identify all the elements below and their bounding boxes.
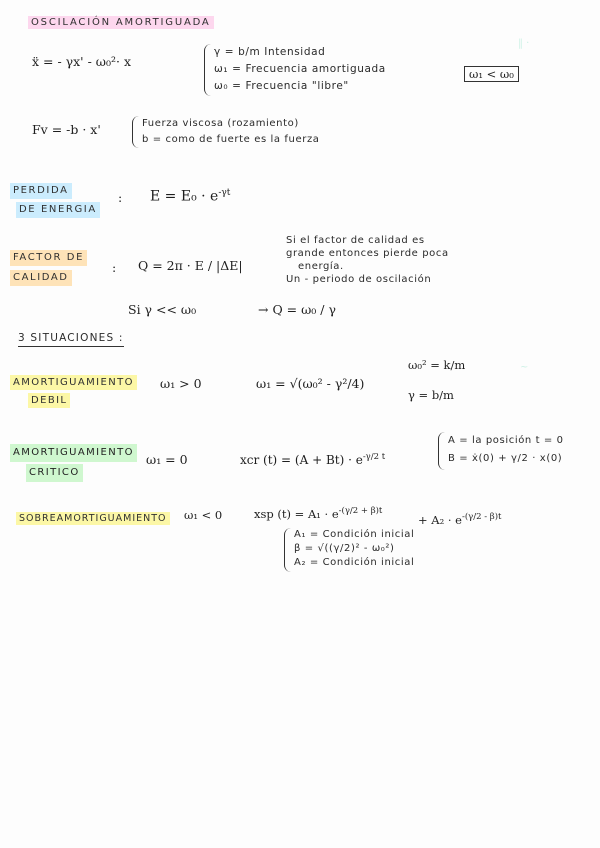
sobre-equation: xsp $(t) = A_1 \cdot e^{-(\gamma/2 + \beta)t}$	[254, 506, 383, 521]
calidad-result: → Q = ω₀ / γ	[258, 302, 336, 317]
brace-main	[204, 44, 211, 96]
force-definitions	[142, 116, 320, 148]
def-gamma-debil: γ = b/m	[408, 388, 454, 402]
debil-condition: ω₁ > 0	[160, 376, 202, 391]
def-omega0: ω₀ = Frecuencia "libre"	[214, 80, 349, 92]
debil-definitions	[408, 350, 465, 410]
critico-label: AMORTIGUAMIENTO CRITICO	[10, 442, 137, 482]
boxed-condition: ω₁ < ω₀	[464, 66, 519, 82]
force-equation: Fv = -b · x'	[32, 122, 101, 137]
def-A: A = la posición t = 0	[448, 435, 564, 446]
brace-sobre	[284, 528, 291, 572]
perdida-colon: :	[118, 190, 123, 205]
debil-label: AMORTIGUAMIENTO DEBIL	[10, 372, 137, 408]
brace-critico	[438, 432, 445, 470]
sobre-label: SOBREAMORTIGUAMIENTO	[16, 506, 170, 525]
calidad-note: Si el factor de calidad es grande entonces pierde poca energía. Un - periodo de oscilación	[286, 235, 449, 285]
main-equation: ẍ = - γx' - ω₀²· x	[32, 54, 132, 69]
def-viscous: Fuerza viscosa (rozamiento)	[142, 118, 299, 129]
debil-equation: ω₁ = √(ω₀² - γ²/4)	[256, 376, 365, 391]
def-A1: A₁ = Condición inicial	[294, 529, 415, 540]
critico-definitions	[448, 432, 564, 468]
faint-mark: ~	[520, 362, 529, 373]
def-omega1: ω₁ = Frecuencia amortiguada	[214, 63, 386, 75]
calidad-condition: Si γ << ω₀	[128, 302, 197, 317]
perdida-equation: $E = E_0 \cdot e^{-\gamma t}$	[150, 188, 231, 205]
sobre-condition: ω₁ < 0	[184, 508, 223, 522]
def-b: b = como de fuerte es la fuerza	[142, 134, 320, 145]
sobre-equation-second: + $A_2 \cdot e^{-(\gamma/2 - \beta)t}$	[418, 512, 502, 527]
calidad-label: FACTOR DE CALIDAD	[10, 246, 87, 286]
def-gamma: γ = b/m Intensidad	[214, 46, 326, 58]
faint-mark-top: ‖ ·	[518, 38, 530, 49]
critico-condition: ω₁ = 0	[146, 452, 188, 467]
calidad-equation: Q = 2π · E / |ΔE|	[138, 258, 243, 273]
critico-equation: xcr $(t) = (A + Bt) \cdot e^{-\gamma/2 t}$	[240, 452, 386, 467]
brace-force	[132, 116, 139, 148]
main-definitions	[214, 44, 386, 95]
sobre-definitions	[294, 528, 414, 570]
calidad-colon: :	[112, 260, 117, 275]
perdida-label: PERDIDA DE ENERGIA	[10, 180, 100, 218]
situaciones-title: 3 SITUACIONES :	[18, 332, 124, 347]
def-B: B = ẋ(0) + γ/2 · x(0)	[448, 453, 563, 464]
def-A2: A₂ = Condición inicial	[294, 557, 415, 568]
def-omega0-squared: ω₀² = k/m	[408, 358, 466, 372]
def-beta: β = √((γ/2)² - ω₀²)	[294, 543, 395, 554]
page-title: OSCILACIÓN AMORTIGUADA	[28, 10, 214, 29]
